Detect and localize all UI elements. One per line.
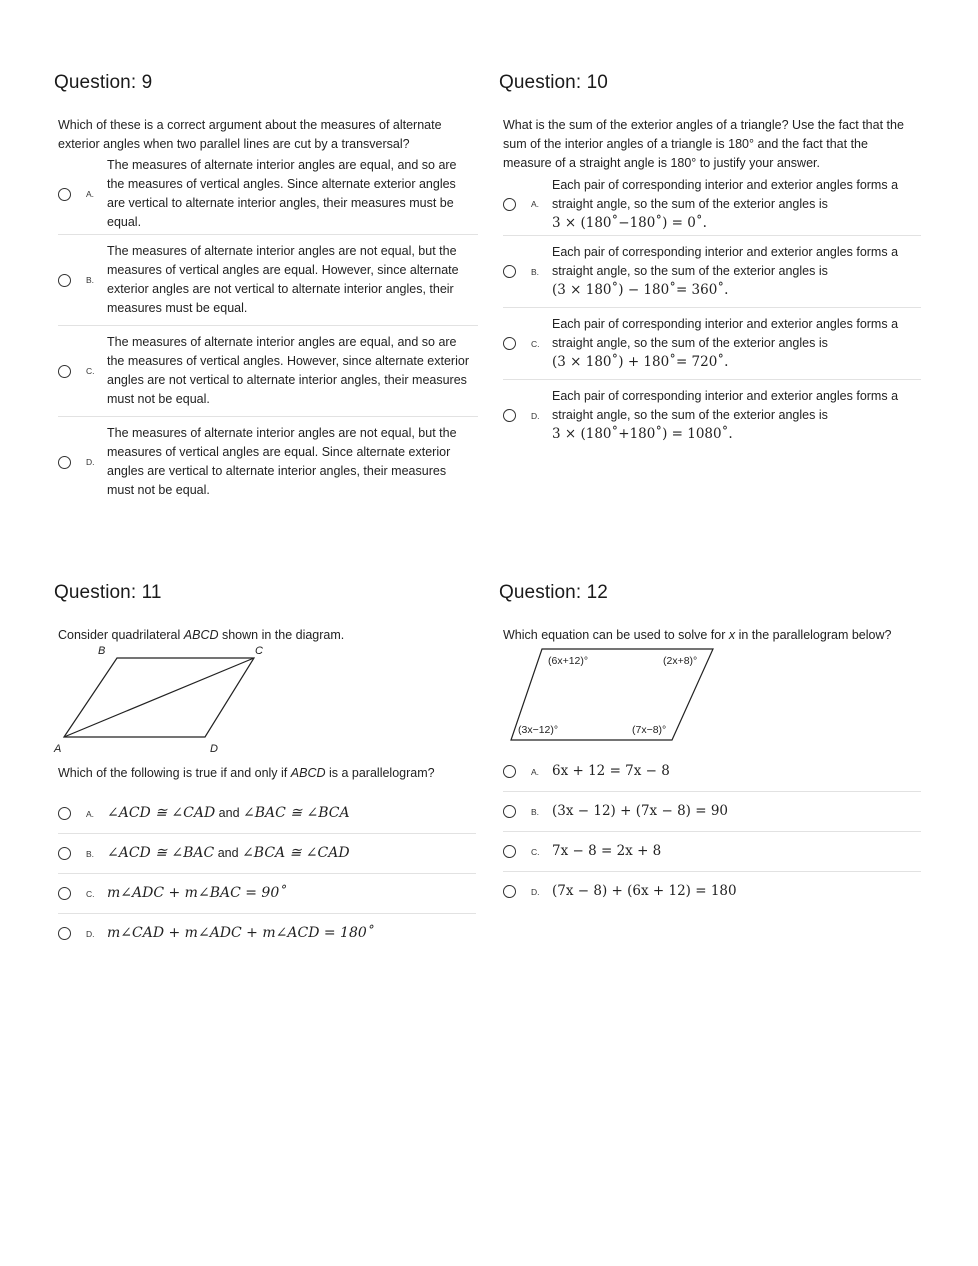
choice-letter: A. [86, 808, 95, 819]
choice-math: ∠ACD ≅ ∠CAD [107, 805, 216, 821]
choice-text: The measures of alternate interior angles are equal, and so are the measures of vertical angles. However, since alternate exterior angles are not vertical to alternate interior angles, their measures must not be equal. [107, 335, 469, 406]
choice-text-prose: Each pair of corresponding interior and exterior angles forms a straight angle, so the sum of the exterior angles is [552, 389, 899, 422]
question-12-choice-c[interactable] [503, 832, 921, 872]
question-9 [54, 72, 478, 507]
question-10-choice-d[interactable] [503, 380, 921, 451]
diagonal-ac [64, 658, 254, 737]
choice-math: (3 × 180˚) − 180˚= 360˚. [552, 282, 729, 298]
radio-button[interactable] [503, 265, 516, 278]
choice-letter: B. [86, 848, 95, 859]
parallelogram-diagram [508, 646, 738, 746]
question-9-title: Question: 9 [54, 72, 153, 93]
question-10-choice-a[interactable] [503, 173, 921, 236]
radio-button[interactable] [58, 807, 71, 820]
choice-letter: C. [86, 888, 95, 899]
radio-button[interactable] [503, 805, 516, 818]
stem-text: Which equation can be used to solve for [503, 628, 729, 642]
prompt-text: is a parallelogram? [325, 766, 435, 780]
angle-label-top-right: (2x+8)° [663, 655, 698, 667]
choice-letter: B. [531, 806, 540, 817]
stem-emphasis: ABCD [183, 628, 219, 642]
choice-letter: D. [531, 886, 540, 897]
stem-text: Consider quadrilateral [58, 628, 184, 642]
choice-letter: D. [86, 928, 95, 939]
question-11-choices [58, 794, 476, 953]
quadrilateral-abcd-diagram [54, 644, 284, 754]
radio-button[interactable] [58, 274, 71, 287]
choice-text-prose: Each pair of corresponding interior and exterior angles forms a straight angle, so the sum of the exterior angles is [552, 245, 899, 278]
question-11-choice-c[interactable] [58, 874, 476, 914]
choice-math: 7x − 8 = 2x + 8 [552, 843, 662, 859]
question-10-choice-b[interactable] [503, 236, 921, 308]
stem-emphasis: x [728, 628, 736, 642]
choice-letter: C. [86, 366, 95, 376]
angle-label-bottom-left: (3x−12)° [518, 724, 559, 736]
choice-letter: D. [86, 457, 95, 467]
choice-math: (3x − 12) + (7x − 8) = 90 [552, 803, 728, 819]
radio-button[interactable] [58, 927, 71, 940]
radio-button[interactable] [58, 365, 71, 378]
radio-button[interactable] [503, 409, 516, 422]
choice-math: ∠BAC ≅ ∠BCA [243, 805, 350, 821]
radio-button[interactable] [503, 845, 516, 858]
choice-text-prose: Each pair of corresponding interior and exterior angles forms a straight angle, so the sum of the exterior angles is [552, 317, 899, 350]
choice-text: The measures of alternate interior angles are equal, and so are the measures of vertical angles. Since alternate exterior angles are vertical to alternate interior angles, their measures must be equal. [107, 158, 457, 229]
choice-math: 3 × (180˚−180˚) = 0˚. [552, 214, 707, 231]
choice-letter: A. [531, 199, 540, 209]
radio-button[interactable] [58, 188, 71, 201]
vertex-label-a: A [54, 743, 62, 755]
choice-letter: D. [531, 410, 540, 421]
angle-label-top-left: (6x+12)° [548, 655, 589, 667]
choice-letter: A. [531, 766, 540, 777]
choice-text [552, 315, 918, 372]
radio-button[interactable] [58, 887, 71, 900]
stem-text: shown in the diagram. [218, 628, 345, 642]
question-10 [499, 72, 921, 451]
choice-math: m∠CAD + m∠ADC + m∠ACD = 180˚ [107, 925, 374, 941]
choice-letter: B. [531, 266, 540, 277]
question-11-prompt [58, 764, 478, 783]
question-10-stem: What is the sum of the exterior angles of a triangle? Use the fact that the sum of the interior angles of a triangle is 180° and the fact that the measure of a straight angle is 180° to justify your answer. [503, 118, 904, 170]
question-12-choice-a[interactable] [503, 752, 921, 792]
choice-conjunction: and [214, 846, 243, 860]
choice-math: ∠BCA ≅ ∠CAD [242, 845, 350, 861]
radio-button[interactable] [58, 456, 71, 469]
choice-text [552, 176, 918, 233]
question-11-choice-b[interactable] [58, 834, 476, 874]
choice-letter: C. [531, 846, 540, 857]
radio-button[interactable] [503, 337, 516, 350]
question-12 [499, 582, 921, 899]
question-11-stem [58, 626, 476, 645]
radio-button[interactable] [503, 765, 516, 778]
choice-math: (3 × 180˚) + 180˚= 720˚. [552, 354, 729, 370]
choice-letter: B. [86, 275, 95, 285]
question-10-title: Question: 10 [499, 72, 608, 93]
angle-label-bottom-right: (7x−8)° [632, 724, 667, 736]
vertex-label-c: C [255, 645, 263, 657]
prompt-emphasis: ABCD [290, 766, 326, 780]
choice-math: 6x + 12 = 7x − 8 [552, 763, 670, 779]
choice-conjunction: and [215, 806, 243, 820]
choice-math: ∠ACD ≅ ∠BAC [107, 845, 215, 861]
choice-text: The measures of alternate interior angles are not equal, but the measures of vertical angles are equal. Since alternate exterior angles are vertical to alternate interior angles, their measures must not be equal. [107, 426, 457, 497]
vertex-label-b: B [98, 645, 106, 657]
radio-button[interactable] [503, 885, 516, 898]
question-12-stem [503, 626, 921, 645]
question-9-choice-a[interactable] [58, 154, 478, 235]
prompt-text: Which of the following is true if and only if [58, 766, 291, 780]
choice-math: 3 × (180˚+180˚) = 1080˚. [552, 426, 733, 442]
choice-math: m∠ADC + m∠BAC = 90˚ [107, 885, 287, 901]
choice-text-prose: Each pair of corresponding interior and exterior angles forms a straight angle, so the sum of the exterior angles is [552, 177, 899, 211]
choice-letter: C. [531, 338, 540, 349]
question-9-stem: Which of these is a correct argument about the measures of alternate exterior angles when two parallel lines are cut by a transversal? [58, 118, 442, 151]
radio-button[interactable] [58, 847, 71, 860]
choice-letter: A. [86, 189, 95, 199]
question-9-choice-b[interactable] [58, 235, 478, 326]
question-12-choice-d[interactable] [503, 872, 921, 911]
question-11-choice-a[interactable] [58, 794, 476, 834]
radio-button[interactable] [503, 198, 516, 211]
choice-text [107, 844, 350, 863]
question-11-choice-d[interactable] [58, 914, 476, 953]
choice-math: (7x − 8) + (6x + 12) = 180 [552, 883, 737, 899]
vertex-label-d: D [210, 743, 218, 755]
stem-text: in the parallelogram below? [735, 628, 892, 642]
question-12-choice-b[interactable] [503, 792, 921, 832]
question-12-choices [503, 752, 921, 911]
question-9-choice-c[interactable] [58, 326, 478, 417]
choice-text: The measures of alternate interior angles are not equal, but the measures of vertical angles are equal. However, since alternate exterior angles are not vertical to alternate interior angles, their measures must be equal. [107, 244, 459, 315]
question-11 [54, 582, 476, 941]
question-11-title: Question: 11 [54, 582, 162, 603]
choice-text [552, 387, 918, 444]
question-12-title: Question: 12 [499, 582, 608, 603]
question-10-choice-c[interactable] [503, 308, 921, 380]
choice-text [107, 804, 350, 823]
question-9-choice-d[interactable] [58, 417, 478, 507]
choice-text [552, 243, 918, 300]
